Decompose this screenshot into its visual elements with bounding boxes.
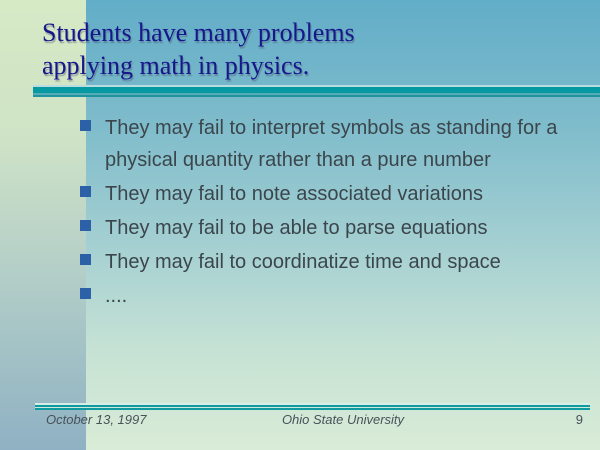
page-title [42, 16, 562, 82]
bullet-item [80, 280, 588, 312]
bullet-text: .... [105, 285, 128, 307]
bullet-item [80, 112, 588, 176]
title-separator-rule [33, 85, 600, 97]
bullet-item [80, 178, 588, 210]
bullet-square-icon [80, 254, 91, 265]
page-title-line-2: applying math in physics. [42, 51, 310, 80]
footer-organization: Ohio State University [281, 412, 405, 427]
bullet-text: They may fail to interpret symbols as standing for a physical quantity rather than a pure number [105, 117, 558, 171]
footer-page-number: 9 [575, 412, 583, 427]
footer-date: October 13, 1997 [46, 412, 147, 427]
footer-separator-rule [35, 403, 590, 410]
separator-thin-line [33, 95, 600, 97]
bullet-list [80, 112, 588, 314]
footer-separator-line-bottom [35, 408, 590, 410]
footer [0, 412, 600, 432]
bullet-text: They may fail to note associated variations [105, 183, 483, 205]
bullet-text: They may fail to be able to parse equations [105, 217, 488, 239]
bullet-item [80, 212, 588, 244]
bullet-square-icon [80, 220, 91, 231]
bullet-square-icon [80, 120, 91, 131]
bullet-text: They may fail to coordinatize time and space [105, 251, 501, 273]
bullet-square-icon [80, 288, 91, 299]
page-title-line-1: Students have many problems [42, 18, 355, 47]
bullet-item [80, 246, 588, 278]
bullet-square-icon [80, 186, 91, 197]
